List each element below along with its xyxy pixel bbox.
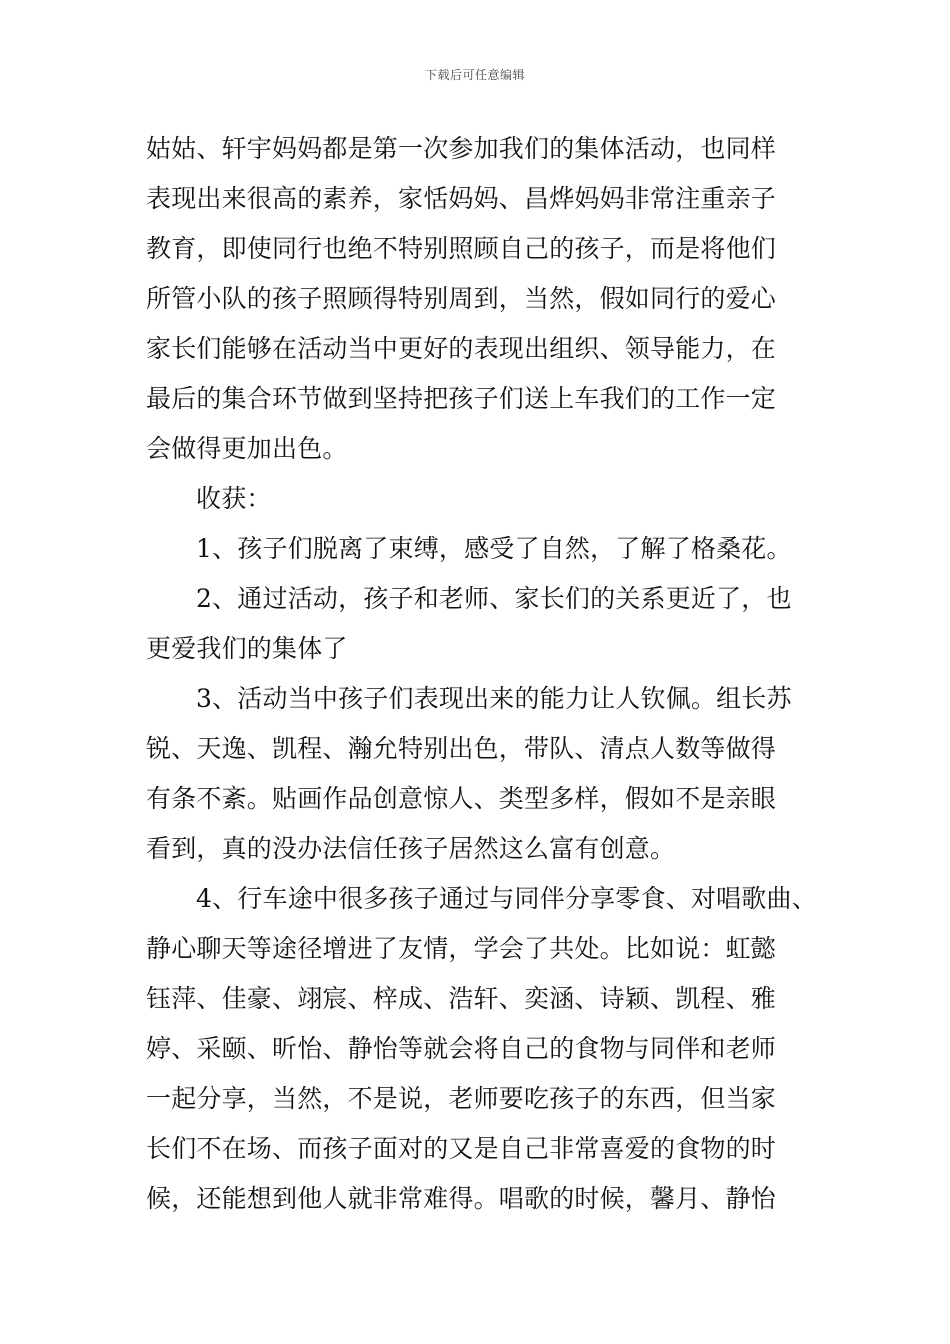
text-line: 所管小队的孩子照顾得特别周到，当然，假如同行的爱心 bbox=[146, 284, 777, 313]
section-heading: 收获： bbox=[196, 484, 272, 513]
text-line: 婷、采颐、昕怡、静怡等就会将自己的食物与同伴和老师 bbox=[146, 1034, 777, 1063]
text-line: 家长们能够在活动当中更好的表现出组织、领导能力，在 bbox=[146, 334, 777, 363]
list-item-3: 3、活动当中孩子们表现出来的能力让人钦佩。组长苏 bbox=[196, 684, 792, 713]
text-line: 更爱我们的集体了 bbox=[146, 634, 348, 663]
text-line: 钰萍、佳豪、翊宸、梓成、浩轩、奕涵、诗颖、凯程、雅 bbox=[146, 984, 777, 1013]
text-line: 一起分享，当然，不是说，老师要吃孩子的东西，但当家 bbox=[146, 1084, 777, 1113]
text-line: 表现出来很高的素养，家恬妈妈、昌烨妈妈非常注重亲子 bbox=[146, 184, 777, 213]
text-line: 会做得更加出色。 bbox=[146, 434, 348, 463]
list-item-1: 1、孩子们脱离了束缚，感受了自然，了解了格桑花。 bbox=[196, 534, 792, 563]
list-item-2: 2、通过活动，孩子和老师、家长们的关系更近了，也 bbox=[196, 584, 792, 613]
text-line: 锐、天逸、凯程、瀚允特别出色，带队、清点人数等做得 bbox=[146, 734, 777, 763]
text-line: 看到，真的没办法信任孩子居然这么富有创意。 bbox=[146, 834, 676, 863]
text-line: 有条不紊。贴画作品创意惊人、类型多样，假如不是亲眼 bbox=[146, 784, 777, 813]
list-item-4: 4、行车途中很多孩子通过与同伴分享零食、对唱歌曲、 bbox=[196, 884, 817, 913]
text-line: 最后的集合环节做到坚持把孩子们送上车我们的工作一定 bbox=[146, 384, 777, 413]
text-line: 候，还能想到他人就非常难得。唱歌的时候，馨月、静怡 bbox=[146, 1184, 777, 1213]
text-line: 教育，即使同行也绝不特别照顾自己的孩子，而是将他们 bbox=[146, 234, 777, 263]
page-header: 下载后可任意编辑 bbox=[424, 68, 525, 82]
text-line: 姑姑、轩宇妈妈都是第一次参加我们的集体活动，也同样 bbox=[146, 134, 777, 163]
text-line: 长们不在场、而孩子面对的又是自己非常喜爱的食物的时 bbox=[146, 1134, 777, 1163]
document-body bbox=[146, 124, 836, 1224]
text-line: 静心聊天等途径增进了友情，学会了共处。比如说：虹懿 bbox=[146, 934, 777, 963]
